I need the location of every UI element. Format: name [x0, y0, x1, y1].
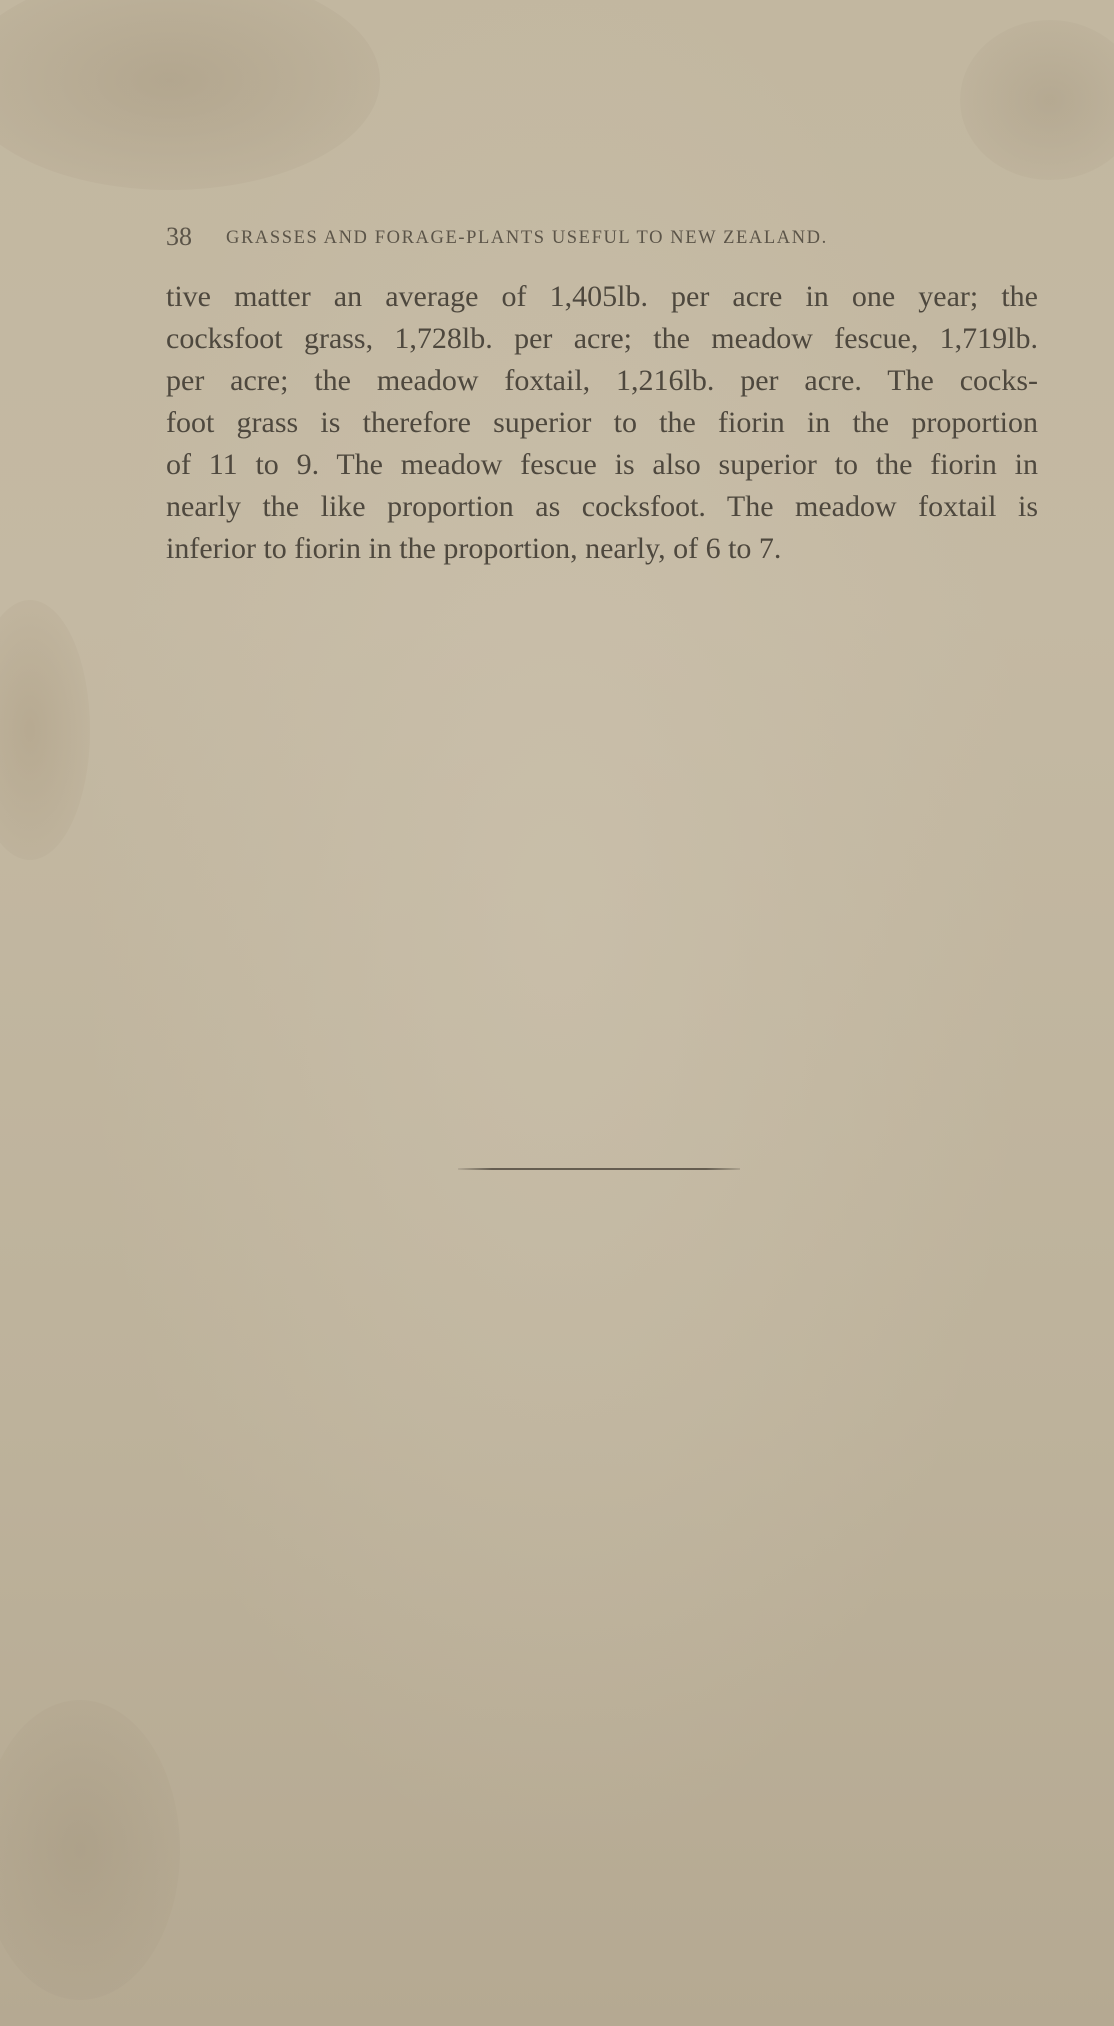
paper-stain [0, 600, 90, 860]
text-line: tive matter an average of 1,405lb. per acre in one year; the [166, 280, 1038, 313]
running-header [166, 222, 976, 252]
paper-stain [0, 0, 380, 190]
text-line: cocksfoot grass, 1,728lb. per acre; the meadow fescue, 1,719lb. [166, 322, 1038, 355]
section-divider [458, 1168, 740, 1170]
page-number: 38 [166, 222, 192, 251]
running-title: GRASSES AND FORAGE-PLANTS USEFUL TO NEW ZEALAND. [226, 228, 828, 248]
text-line: inferior to fiorin in the proportion, nearly, of 6 to 7. [166, 532, 782, 565]
paper-stain [0, 1700, 180, 2000]
body-paragraph [166, 276, 1038, 570]
text-line: per acre; the meadow foxtail, 1,216lb. per acre. The cocks- [166, 364, 1038, 397]
paper-stain [960, 20, 1114, 180]
text-line: nearly the like proportion as cocksfoot. The meadow foxtail is [166, 490, 1038, 523]
text-line: of 11 to 9. The meadow fescue is also superior to the fiorin in [166, 448, 1038, 481]
text-line: foot grass is therefore superior to the fiorin in the proportion [166, 406, 1038, 439]
